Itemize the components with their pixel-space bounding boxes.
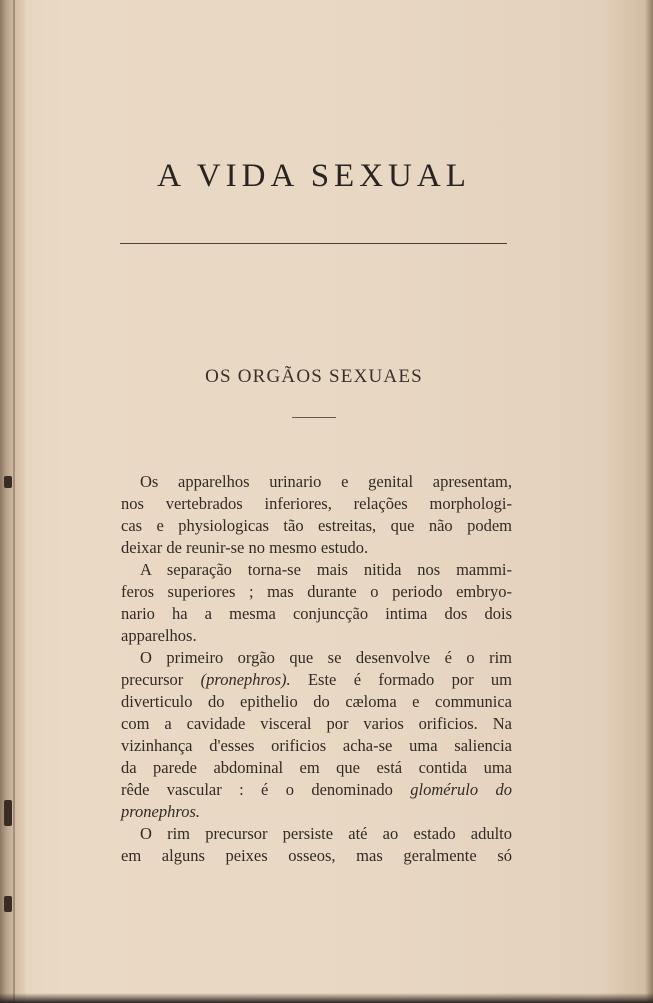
text-line — [121, 779, 512, 801]
text-segment: Este é formado por um — [290, 670, 512, 689]
text-line — [121, 801, 512, 823]
page-edge-shadow — [645, 0, 653, 1003]
text-segment: rêde vascular : é o denominado — [121, 780, 411, 799]
text-line: da parede abdominal em que está contida uma — [121, 758, 512, 777]
text-line: apparelhos. — [121, 626, 197, 645]
page-bottom-shadow — [0, 993, 653, 1003]
binding-fold — [13, 0, 15, 1003]
binding-stitch — [4, 800, 12, 826]
text-line: diverticulo do epithelio do cæloma e communica — [121, 692, 512, 711]
text-line: A separação torna-se mais nitida nos mammi- — [140, 560, 512, 579]
italic-term: (pronephros). — [200, 670, 291, 689]
section-rule — [292, 417, 336, 418]
text-line: cas e physiologicas tão estreitas, que não podem — [121, 516, 512, 535]
text-segment: precursor — [121, 670, 201, 689]
text-line: em alguns peixes osseos, mas geralmente só — [121, 846, 512, 865]
italic-term: pronephros. — [121, 802, 200, 821]
title-rule — [120, 243, 507, 244]
binding-stitch — [4, 896, 12, 912]
text-line — [121, 669, 512, 691]
text-line: vizinhança d'esses orificios acha-se uma saliencia — [121, 736, 512, 755]
text-line: com a cavidade visceral por varios orificios. Na — [121, 714, 512, 733]
text-line: nos vertebrados inferiores, relações morphologi- — [121, 494, 512, 513]
section-heading: OS ORGÃOS SEXUAES — [205, 366, 423, 387]
binding-stitch — [4, 476, 12, 488]
text-line: O rim precursor persiste até ao estado adulto — [140, 824, 512, 843]
text-line: feros superiores ; mas durante o periodo embryo- — [121, 582, 512, 601]
text-line: nario ha a mesma conjuncção intima dos dois — [121, 604, 512, 623]
text-line: deixar de reunir-se no mesmo estudo. — [121, 538, 369, 557]
text-line: O primeiro orgão que se desenvolve é o rim — [140, 648, 512, 667]
text-line: Os apparelhos urinario e genital apresentam, — [140, 472, 512, 491]
chapter-title: A VIDA SEXUAL — [157, 158, 471, 194]
italic-term: glomérulo do — [410, 780, 512, 799]
